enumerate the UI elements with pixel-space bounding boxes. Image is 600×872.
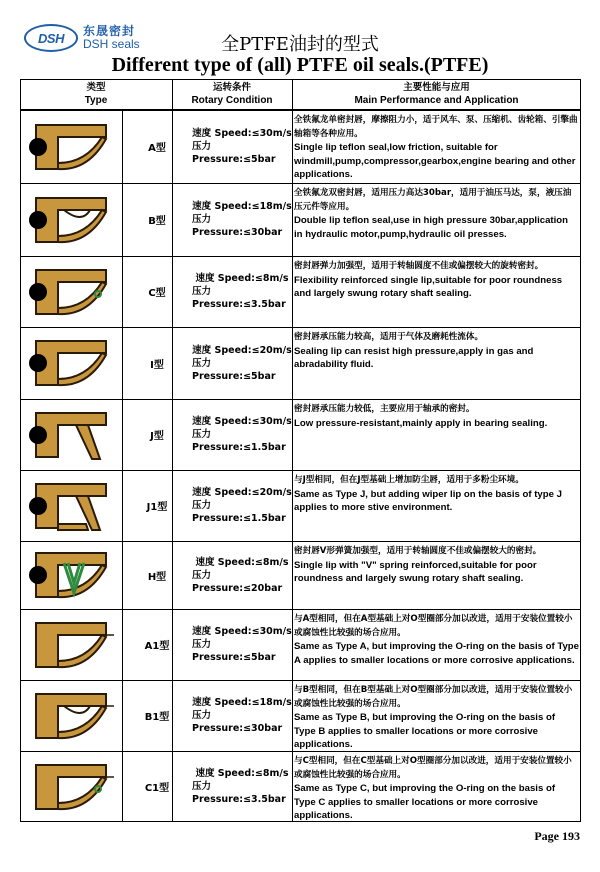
pressure-limit: 压力Pressure:≤5bar (192, 141, 276, 165)
pressure-limit: 压力Pressure:≤3.5bar (192, 781, 286, 805)
seal-type-label: I型 (150, 359, 164, 371)
seal-c1-icon (20, 751, 122, 822)
description-en: Single lip with "V" spring reinforced,suitable for poor roundness and largely swung rotary shaft sealing. (294, 559, 537, 584)
pressure-limit: 压力Pressure:≤20bar (192, 569, 283, 594)
speed-limit: 速度 Speed:≤20m/s (192, 344, 292, 356)
rotary-condition (192, 183, 292, 256)
rotary-condition (192, 399, 292, 470)
pressure-limit: 压力Pressure:≤3.5bar (192, 286, 286, 310)
performance-description (294, 474, 579, 515)
speed-limit: 速度 Speed:≤30m/s (192, 416, 292, 427)
speed-limit: 速度 Speed:≤8m/s (195, 768, 289, 779)
description-cn: 密封唇承压能力较高，适用于气体及磨耗性流体。 (294, 332, 484, 342)
page-number: Page 193 (534, 829, 580, 843)
seal-type-label: C型 (148, 288, 166, 299)
seal-type-row (20, 327, 581, 399)
seal-b-icon (20, 183, 122, 256)
page-title-en: Different type of (all) PTFE oil seals.(PTFE) (111, 54, 489, 76)
seal-type-label: H型 (147, 571, 167, 583)
rotary-condition (192, 256, 292, 327)
speed-limit: 速度 Speed:≤18m/s (192, 697, 292, 708)
rotary-condition (192, 541, 292, 609)
speed-limit: 速度 Speed:≤30m/s (192, 128, 292, 139)
logo-cn-name: 东晟密封 (83, 24, 136, 38)
seal-j1-icon (20, 470, 122, 541)
description-en: Double lip teflon seal,use in high pressure 30bar,application in hydraulic motor,pump,hydraulic oil presses. (294, 215, 569, 240)
pressure-limit: 压力Pressure:≤5bar (192, 357, 276, 382)
rotary-condition (192, 110, 292, 183)
performance-description (294, 613, 579, 667)
performance-description (294, 260, 579, 301)
pressure-limit: 压力Pressure:≤30bar (192, 710, 283, 734)
speed-limit: 速度 Speed:≤18m/s (192, 201, 292, 212)
header-perf-en: Main Performance and Application (354, 95, 519, 106)
seal-type-row (20, 680, 581, 751)
description-cn: 密封唇承压能力较低，主要应用于轴承的密封。 (294, 404, 475, 414)
rotary-condition (192, 609, 292, 680)
description-en: Same as Type B, but improving the O-ring on the basis of Type B applies to smaller locations or more corrosive applications. (294, 712, 556, 750)
logo-en-name: DSH seals (83, 37, 140, 51)
seal-b1-icon (20, 680, 122, 751)
description-en: Sealing lip can resist high pressure,apply in gas and abradability fluid. (294, 345, 534, 370)
seal-type-row (20, 256, 581, 327)
seal-type-label: J型 (150, 431, 164, 442)
pressure-limit: 压力Pressure:≤30bar (192, 214, 283, 238)
header-cond-cn: 运转条件 (212, 82, 251, 93)
header-condition (172, 81, 292, 109)
seal-i-icon (20, 327, 122, 399)
seal-type-row (20, 399, 581, 470)
seal-c-icon (20, 256, 122, 327)
description-en: Same as Type J, but adding wiper lip on the basis of type J applies to more stive environment. (294, 488, 562, 513)
seal-type-label: J1型 (146, 502, 168, 513)
seal-a1-icon (20, 609, 122, 680)
seal-type-label: C1型 (144, 783, 170, 794)
header-perf-cn: 主要性能与应用 (403, 82, 470, 93)
header-type-en: Type (84, 95, 108, 106)
performance-description (294, 545, 579, 586)
header-type (20, 81, 172, 109)
header-cond-en: Rotary Condition (191, 95, 273, 106)
seal-type-row (20, 110, 581, 183)
description-en: Low pressure-resistant,mainly apply in bearing sealing. (294, 417, 548, 429)
seal-type-label: B型 (148, 216, 166, 227)
rotary-condition (192, 327, 292, 399)
rotary-condition (192, 751, 292, 822)
speed-limit: 速度 Speed:≤8m/s (195, 273, 289, 284)
seal-type-label: B1型 (144, 712, 170, 723)
description-cn: 全铁氟龙单密封唇，摩擦阻力小，适于风车、泵、压缩机、齿轮箱、引擎曲轴箱等各种应用。 (294, 115, 578, 139)
seal-type-label: A型 (148, 143, 166, 154)
description-cn: 全铁氟龙双密封唇，适用压力高达30bar，适用于油压马达，泵，液压油压元件等应用。 (294, 188, 572, 212)
seal-type-label: A1型 (144, 641, 170, 652)
description-cn: 与A型相同，但在A型基础上对O型圈部分加以改进，适用于安装位置较小或腐蚀性比较强的场合应用。 (294, 614, 573, 638)
logo-mark: DSH (24, 24, 78, 52)
seal-type-row (20, 470, 581, 541)
description-cn: 密封唇V形弹簧加强型，适用于转轴圆度不佳或偏摆较大的密封。 (294, 546, 542, 556)
page-title-cn: 全PTFE油封的型式 (221, 34, 379, 55)
description-en: Same as Type A, but improving the O-ring on the basis of Type A applies to smaller locations or more corrosive applications. (294, 641, 580, 666)
description-en: Flexibility reinforced single lip,suitable for poor roundness and largely swung rotary shaft sealing. (294, 274, 563, 299)
seal-a-icon (20, 110, 122, 183)
rotary-condition (192, 680, 292, 751)
seal-type-row (20, 183, 581, 256)
pressure-limit: 压力Pressure:≤1.5bar (192, 429, 286, 453)
header-performance (292, 81, 581, 109)
performance-description (294, 755, 579, 823)
seal-h-icon (20, 541, 122, 609)
description-en: Single lip teflon seal,low friction, suitable for windmill,pump,compressor,gearbox,engine bearing and other applications. (294, 142, 576, 180)
description-en: Same as Type C, but improving the O-ring on the basis of Type C applies to smaller locations or more corrosive applications. (294, 783, 556, 821)
performance-description (294, 114, 579, 182)
performance-description (294, 187, 579, 241)
rotary-condition (192, 470, 292, 541)
speed-limit: 速度 Speed:≤30m/s (192, 626, 292, 637)
seal-j-icon (20, 399, 122, 470)
description-cn: 与J型相同，但在J型基础上增加防尘唇，适用于多粉尘环境。 (294, 475, 524, 485)
speed-limit: 速度 Speed:≤8m/s (195, 556, 289, 568)
performance-description (294, 403, 579, 430)
seal-type-row (20, 751, 581, 822)
seal-type-row (20, 609, 581, 680)
speed-limit: 速度 Speed:≤20m/s (192, 487, 292, 498)
description-cn: 与C型相同，但在C型基础上对O型圈部分加以改进，适用于安装位置较小或腐蚀性比较强的场合应用。 (294, 756, 572, 780)
seal-type-row (20, 541, 581, 609)
performance-description (294, 331, 579, 372)
description-cn: 密封唇弹力加强型，适用于转轴圆度不佳或偏摆较大的旋转密封。 (294, 261, 544, 271)
pressure-limit: 压力Pressure:≤5bar (192, 639, 276, 663)
description-cn: 与B型相同，但在B型基础上对O型圈部分加以改进，适用于安装位置较小或腐蚀性比较强的场合应用。 (294, 685, 573, 709)
header-type-cn: 类型 (86, 82, 106, 93)
pressure-limit: 压力Pressure:≤1.5bar (192, 500, 286, 524)
performance-description (294, 684, 579, 752)
